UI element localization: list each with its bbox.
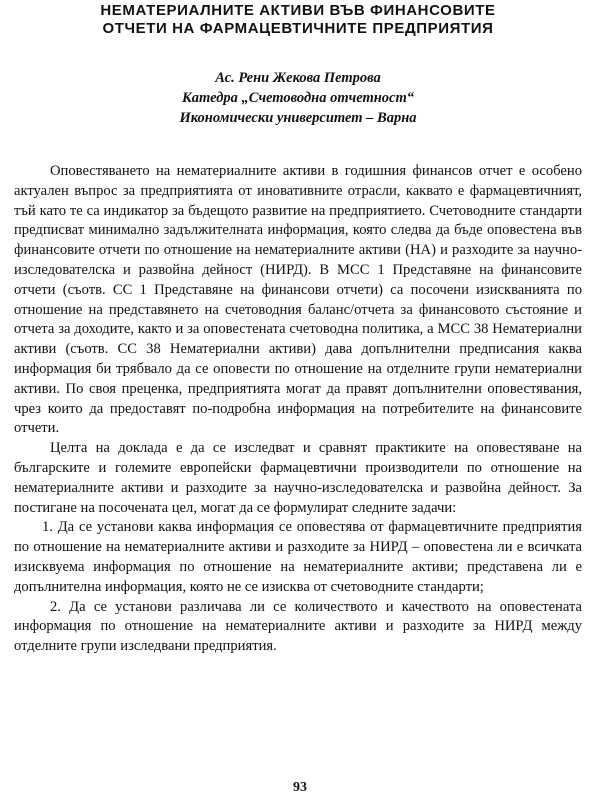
author-department: Катедра „Счетоводна отчетност“ xyxy=(181,90,415,106)
author-block xyxy=(14,68,582,128)
body-text xyxy=(14,162,582,657)
author-university: Икономически университет – Варна xyxy=(179,110,417,126)
paragraph-goal: Целта на доклада е да се изследват и сравнят практиките на оповестяване на българските и големите европейски фармацевтични производители по отношение на нематериалните активи и разходите за научно-изследователска и развойна дейност. За постигане на посочената цел, могат да се формулират следните задачи: xyxy=(14,440,582,516)
paragraph-task-1: 1. Да се установи каква информация се оповестява от фармацевтичните предприятия по отношение на нематериалните активи и разходите за НИРД – оповестена ли е всичката изисквуема информация по отношение на нематериалните активи; представена ли е допълнителна информация, която не се изисква от счетоводните стандарти; xyxy=(14,519,582,595)
page-number: 93 xyxy=(293,780,307,795)
paragraph-intro: Оповестяването на нематериалните активи в годишния финансов отчет е особено актуален въпрос за предприятията от иновативните отрасли, каквато е фармацевтичният, тъй като те са индикатор за бъдещото развитие на предприятието. Счетоводните стандарти предписват минимално задължителната информация, която следва да бъде оповестена във финансовите отчети по отношение на нематериалните активи (НА) и разходите за научно-изследователска и развойна дейност (НИРД). В МСС 1 Представяне на финансовите отчети (съотв. СС 1 Представяне на финансови отчети) са посочени изискванията по отношение на представянето на счетоводния баланс/отчета за финансовото състояние и отчета за доходите, както и за оповестената счетоводна политика, а МСС 38 Нематериални активи (съотв. СС 38 Нематериални активи) дава допълнителни предписания каква информация би трябвало да се оповести по отношение на отделните групи нематериални активи. По своя преценка, предприятията могат да правят допълнителни оповестявания, чрез които да предоставят по-подробна информация на потребителите на финансовите отчети. xyxy=(14,163,582,437)
title-line-2: ОТЧЕТИ НА ФАРМАЦЕВТИЧНИТЕ ПРЕДПРИЯТИЯ xyxy=(102,20,494,37)
title-line-1: НЕМАТЕРИАЛНИТЕ АКТИВИ ВЪВ ФИНАНСОВИТЕ xyxy=(100,2,496,19)
paragraph-task-2: 2. Да се установи различава ли се количеството и качеството на оповестената информация по отношение на нематериалните активи и разходите за НИРД между отделните групи изследвани предприятия. xyxy=(14,598,582,655)
author-name: Ас. Рени Жекова Петрова xyxy=(215,70,381,86)
paper-title xyxy=(14,2,582,38)
